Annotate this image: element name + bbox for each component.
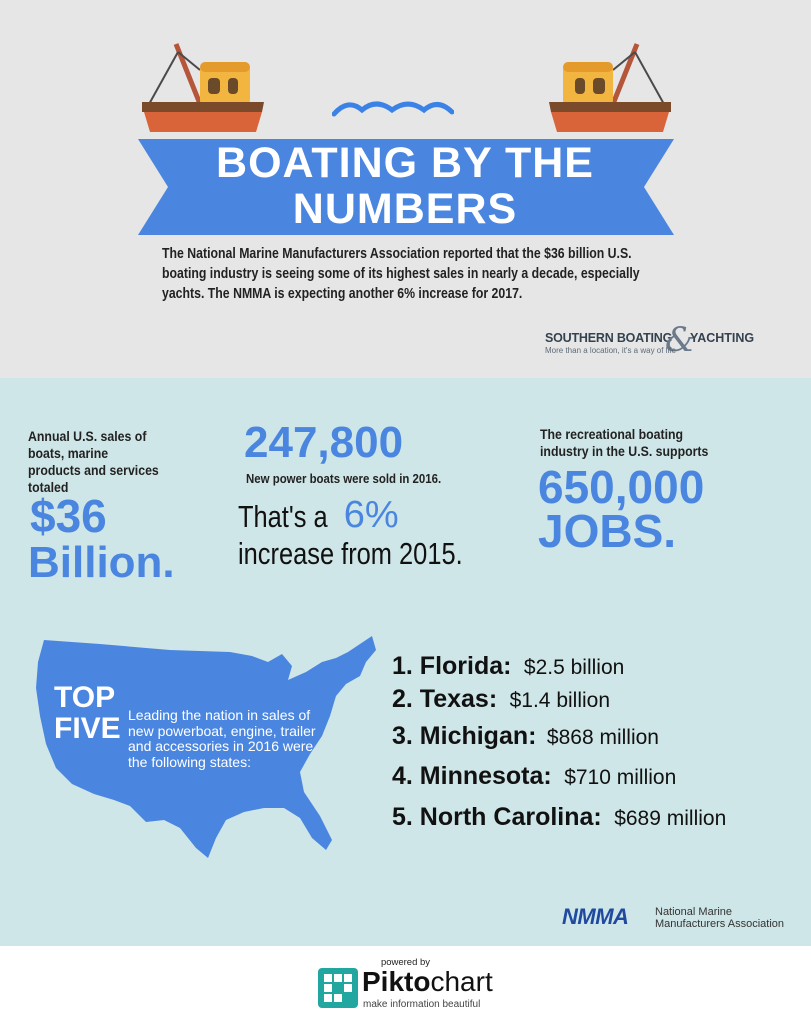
boats-value: 247,800 <box>244 418 404 467</box>
sales-label: Annual U.S. sales of boats, marine products and services totaled <box>28 428 159 495</box>
piktochart-wordmark-a: Pikto <box>362 966 431 997</box>
intro-text: The National Marine Manufacturers Association reported that the $36 billion U.S. boating industry is seeing some of its highest sales in nearly a decade, especially yachts. The NMMA is expecting another 6% increase for 2017. <box>162 246 640 302</box>
piktochart-wordmark-b: chart <box>430 966 493 997</box>
boat-left-icon <box>138 40 270 136</box>
state-name: 1. Florida: <box>392 652 512 680</box>
top-five-title <box>54 682 121 744</box>
state-value: $868 million <box>546 726 659 749</box>
state-value: $689 million <box>614 807 727 830</box>
increase-value: 6% <box>343 494 399 536</box>
powered-by-text: powered by <box>380 957 431 968</box>
jobs-unit: JOBS. <box>538 505 677 557</box>
state-row <box>392 652 624 681</box>
nmma-name-line-2: Manufacturers Association <box>655 918 785 930</box>
state-name: 5. North Carolina: <box>392 803 602 831</box>
increase-statement <box>238 494 399 537</box>
brand-name-left: SOUTHERN BOATING <box>545 331 673 345</box>
piktochart-logo-icon[interactable] <box>318 968 358 1008</box>
jobs-label: The recreational boating industry in the U.S. supports <box>540 426 709 459</box>
top-five-line-2: FIVE <box>54 712 121 745</box>
state-name: 2. Texas: <box>392 685 498 713</box>
wave-icon <box>332 96 454 120</box>
nmma-name-line-1: National Marine <box>655 906 733 918</box>
state-row <box>392 803 726 832</box>
state-name: 3. Michigan: <box>392 722 537 750</box>
brand-name-right: YACHTING <box>690 331 755 345</box>
state-name: 4. Minnesota: <box>392 762 552 790</box>
state-value: $1.4 billion <box>509 689 611 712</box>
sales-value-line2: Billion. <box>28 538 175 587</box>
boats-label: New power boats were sold in 2016. <box>246 471 442 486</box>
piktochart-wordmark[interactable] <box>362 966 493 998</box>
increase-prefix: That's a <box>238 499 328 534</box>
piktochart-tagline: make information beautiful <box>363 999 481 1010</box>
state-row <box>392 762 676 791</box>
sales-value-line1: $36 <box>30 490 107 542</box>
nmma-logo: NMMA <box>562 904 629 929</box>
title-line-1: BOATING BY THE <box>216 139 594 187</box>
page-title <box>160 140 650 232</box>
brand-ampersand: & <box>665 320 696 360</box>
top-five-description: Leading the nation in sales of new powerboat, engine, trailer and accessories in 2016 were the following states: <box>128 707 316 770</box>
nmma-name <box>655 906 784 930</box>
state-value: $2.5 billion <box>523 656 625 679</box>
boat-right-icon <box>543 40 675 136</box>
brand-tagline: More than a location, it's a way of life <box>545 346 676 355</box>
top-five-line-1: TOP <box>54 681 116 714</box>
title-line-2: NUMBERS <box>292 185 518 233</box>
state-row <box>392 722 659 751</box>
state-value: $710 million <box>564 766 677 789</box>
state-row <box>392 685 610 714</box>
jobs-value: 650,000 <box>538 461 705 513</box>
increase-suffix: increase from 2015. <box>238 536 463 571</box>
